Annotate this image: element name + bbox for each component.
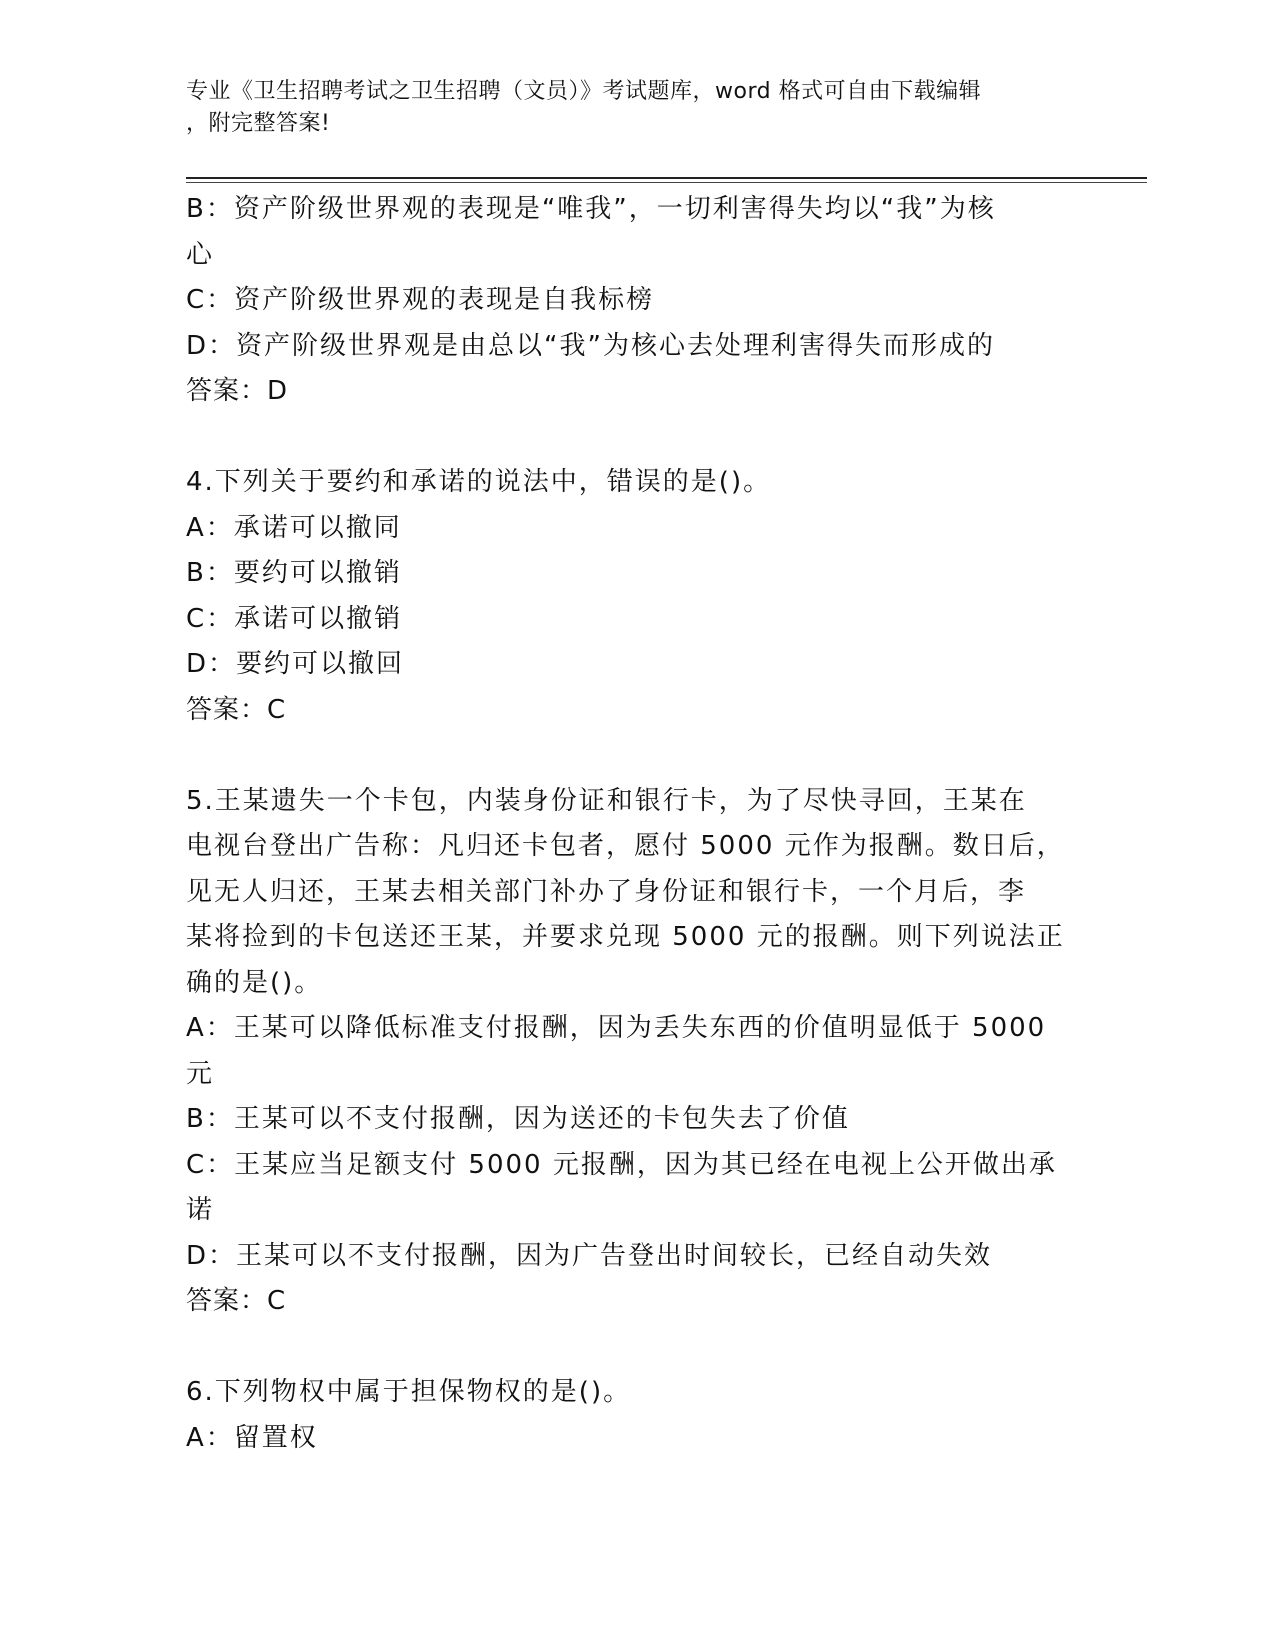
question-5 [186, 779, 1066, 1325]
spacer [186, 415, 1066, 461]
option-b: B：王某可以不支付报酬，因为送还的卡包失去了价值 [186, 1104, 850, 1134]
document-body [186, 187, 1066, 1461]
question-stem-continued: 确的是()。 [186, 967, 323, 998]
header-divider-thin [186, 182, 1147, 183]
header-title-line: 专业《卫生招聘考试之卫生招聘（文员）》考试题库，word 格式可自由下载编辑 [186, 79, 982, 104]
option-c-continued: 诺 [186, 1195, 215, 1225]
header-title-line-continued: ，附完整答案! [186, 111, 331, 136]
option-a: A：王某可以降低标准支付报酬，因为丢失东西的价值明显低于 5000 [186, 1013, 1047, 1043]
option-b: B：要约可以撤销 [186, 558, 402, 588]
question-stem: 6.下列物权中属于担保物权的是()。 [186, 1377, 632, 1407]
option-b: B：资产阶级世界观的表现是“唯我”，一切利害得失均以“我”为核 [186, 194, 996, 224]
spacer [186, 733, 1066, 779]
question-3 [186, 187, 1066, 415]
option-d: D：王某可以不支付报酬，因为广告登出时间较长，已经自动失效 [186, 1240, 993, 1271]
question-stem-continued: 某将捡到的卡包送还王某，并要求兑现 5000 元的报酬。则下列说法正 [186, 922, 1065, 952]
option-a-continued: 元 [186, 1058, 215, 1089]
question-stem-continued: 电视台登出广告称：凡归还卡包者，愿付 5000 元作为报酬。数日后， [186, 831, 1065, 861]
option-d: D：资产阶级世界观是由总以“我”为核心去处理利害得失而形成的 [186, 330, 995, 361]
question-4 [186, 460, 1066, 733]
option-c: C：资产阶级世界观的表现是自我标榜 [186, 285, 655, 315]
spacer [186, 1325, 1066, 1371]
answer-label: 答案：D [186, 376, 289, 406]
option-c: C：王某应当足额支付 5000 元报酬，因为其已经在电视上公开做出承 [186, 1149, 1057, 1180]
header-divider [186, 177, 1147, 179]
option-a: A：留置权 [186, 1422, 318, 1453]
document-header [186, 76, 1066, 140]
option-d: D：要约可以撤回 [186, 649, 405, 679]
question-stem: 5.王某遗失一个卡包，内装身份证和银行卡，为了尽快寻回，王某在 [186, 785, 1027, 816]
answer-label: 答案：C [186, 694, 287, 725]
question-stem-continued: 见无人归还，王某去相关部门补办了身份证和银行卡，一个月后，李 [186, 876, 1027, 907]
question-stem: 4.下列关于要约和承诺的说法中，错误的是()。 [186, 467, 772, 497]
question-6 [186, 1370, 1066, 1461]
option-b-continued: 心 [186, 239, 215, 270]
answer-label: 答案：C [186, 1286, 287, 1316]
option-c: C：承诺可以撤销 [186, 603, 403, 634]
option-a: A：承诺可以撤同 [186, 512, 402, 543]
